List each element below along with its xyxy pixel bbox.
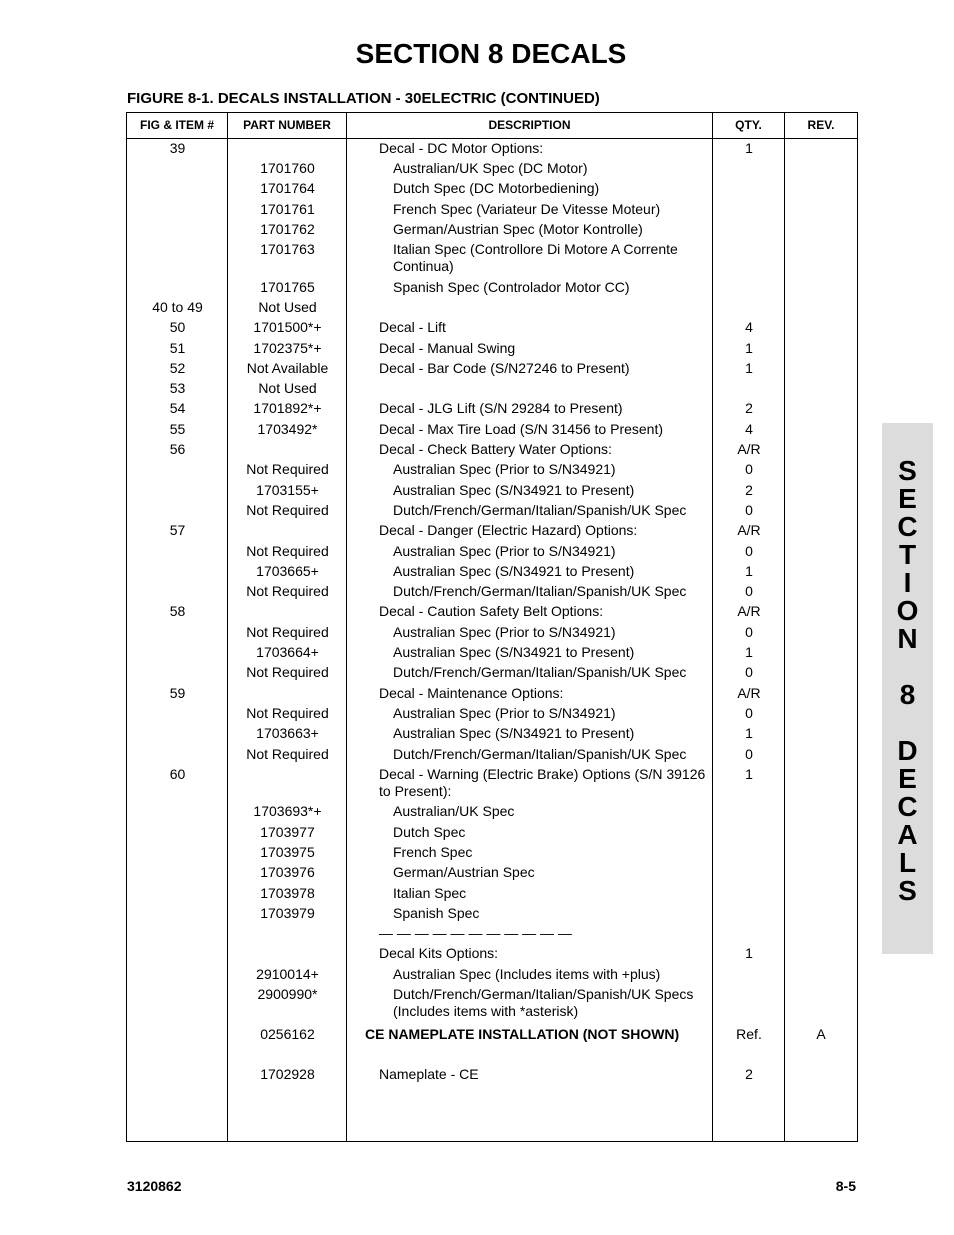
description-cell: Australian Spec (Prior to S/N34921) <box>393 461 616 478</box>
table-row <box>127 160 857 180</box>
description-cell: Australian Spec (Prior to S/N34921) <box>393 704 616 721</box>
side-tab-letter: L <box>898 847 917 878</box>
qty-cell: 1 <box>745 644 753 661</box>
description-cell: Decal - Danger (Electric Hazard) Options: <box>379 522 638 539</box>
description-cell: Decal - Check Battery Water Options: <box>379 441 612 458</box>
part-number-cell: Not Required <box>246 623 329 640</box>
fig-item-cell: 60 <box>169 765 186 782</box>
side-tab-letter: E <box>898 763 917 794</box>
qty-cell: 2 <box>745 1066 753 1083</box>
part-number-cell: 0256162 <box>260 1025 315 1042</box>
table-row <box>127 766 857 804</box>
fig-item-cell: 53 <box>169 380 186 397</box>
part-number-cell: 1703977 <box>260 823 315 840</box>
qty-cell: 4 <box>745 420 753 437</box>
table-row <box>127 583 857 603</box>
qty-cell: 0 <box>745 704 753 721</box>
part-number-cell: 2900990* <box>257 985 318 1002</box>
side-tab-letter: 8 <box>899 679 916 710</box>
table-row <box>127 502 857 522</box>
table-row <box>127 340 857 360</box>
table-row <box>127 844 857 864</box>
table-row <box>127 966 857 986</box>
rev-cell: A <box>816 1025 826 1042</box>
table-row <box>127 705 857 725</box>
fig-item-cell: 59 <box>169 684 186 701</box>
fig-item-cell: 50 <box>169 319 186 336</box>
table-row <box>127 603 857 623</box>
part-number-cell: 1701760 <box>260 160 315 176</box>
description-cell: Australian Spec (S/N34921 to Present) <box>393 481 635 498</box>
description-cell: Australian Spec (Includes items with +plus) <box>393 965 661 982</box>
table-row <box>127 864 857 884</box>
qty-cell: 2 <box>745 481 753 498</box>
part-number-cell: 1703665+ <box>256 562 319 579</box>
fig-item-cell: 51 <box>169 339 186 356</box>
description-cell: Australian Spec (S/N34921 to Present) <box>393 725 635 742</box>
table-row <box>127 380 857 400</box>
qty-cell: 0 <box>745 501 753 518</box>
table-row <box>127 563 857 583</box>
description-cell: Decal - JLG Lift (S/N 29284 to Present) <box>379 400 623 417</box>
description-cell: Australian Spec (Prior to S/N34921) <box>393 542 616 559</box>
description-cell: French Spec <box>393 843 473 860</box>
part-number-cell: 1702375*+ <box>253 339 322 356</box>
part-number-cell: 2910014+ <box>256 965 319 982</box>
description-cell: French Spec (Variateur De Vitesse Moteur) <box>393 200 661 217</box>
page-number: 8-5 <box>835 1178 856 1194</box>
table-row <box>127 482 857 502</box>
qty-cell: 0 <box>745 461 753 478</box>
part-number-cell: Not Used <box>258 380 317 397</box>
qty-cell: 0 <box>745 583 753 600</box>
side-tab-letter: S <box>898 455 917 486</box>
section-title: SECTION 8 DECALS <box>355 38 627 69</box>
side-tab-letter: A <box>897 819 918 850</box>
fig-item-cell: 55 <box>169 420 186 437</box>
qty-cell: A/R <box>737 603 761 620</box>
part-number-cell: Not Required <box>246 583 329 600</box>
part-number-cell: 1703693*+ <box>253 803 322 820</box>
table-row <box>127 925 857 945</box>
part-number-cell: 1703155+ <box>256 481 319 498</box>
qty-cell: 2 <box>745 400 753 417</box>
description-cell: Decal - Manual Swing <box>379 339 516 356</box>
description-cell: Spanish Spec <box>393 904 480 921</box>
side-tab-letter: E <box>898 483 917 514</box>
table-row <box>127 543 857 563</box>
part-number-cell: Not Required <box>246 542 329 559</box>
side-tab-letter <box>882 653 933 681</box>
side-tab-letter <box>882 709 933 737</box>
header-rev: REV. <box>807 118 835 132</box>
description-cell: Italian Spec <box>393 884 467 901</box>
description-cell: Spanish Spec (Controlador Motor CC) <box>393 278 630 295</box>
table-row <box>127 746 857 766</box>
fig-item-cell: 40 to 49 <box>152 298 203 315</box>
part-number-cell: Not Required <box>246 704 329 721</box>
part-number-cell: 1703976 <box>260 864 315 881</box>
table-row <box>127 360 857 380</box>
fig-item-cell: 57 <box>169 522 186 539</box>
part-number-cell: 1701763 <box>260 241 315 258</box>
table-row <box>127 279 857 299</box>
table-row <box>127 180 857 200</box>
description-cell: Decal - Maintenance Options: <box>379 684 564 701</box>
figure-title: FIGURE 8-1. DECALS INSTALLATION - 30ELECTRIC (CONTINUED) <box>127 90 600 107</box>
qty-cell: A/R <box>737 441 761 458</box>
side-tab-letter: N <box>897 623 918 654</box>
qty-cell: 0 <box>745 542 753 559</box>
description-cell: Australian/UK Spec (DC Motor) <box>393 160 588 176</box>
fig-item-cell: 54 <box>169 400 186 417</box>
side-tab-letter: C <box>897 791 918 822</box>
side-tab-letters <box>882 457 933 905</box>
description-cell: Decal - Warning (Electric Brake) Options (S/N 39126 to Present): <box>379 765 706 799</box>
part-number-cell: 1703978 <box>260 884 315 901</box>
part-number-cell: 1703663+ <box>256 725 319 742</box>
table-row <box>127 221 857 241</box>
table-row <box>127 905 857 925</box>
qty-cell: 1 <box>745 140 753 156</box>
table-row <box>127 201 857 221</box>
side-tab-letter: O <box>896 595 919 626</box>
description-cell: Decal - DC Motor Options: <box>379 140 544 156</box>
side-tab-letter: T <box>898 539 917 570</box>
description-cell: Italian Spec (Controllore Di Motore A Corrente Continua) <box>393 241 678 275</box>
table-row <box>127 725 857 745</box>
qty-cell: Ref. <box>736 1025 762 1042</box>
part-number-cell: 1703664+ <box>256 644 319 661</box>
description-cell: Dutch/French/German/Italian/Spanish/UK Spec <box>393 501 687 518</box>
description-cell: Decal - Caution Safety Belt Options: <box>379 603 604 620</box>
description-cell: Australian/UK Spec <box>393 803 515 820</box>
part-number-cell: 1701764 <box>260 180 315 197</box>
table-row <box>127 441 857 461</box>
description-cell: Decal - Max Tire Load (S/N 31456 to Present) <box>379 420 664 437</box>
description-cell: Australian Spec (S/N34921 to Present) <box>393 562 635 579</box>
header-description: DESCRIPTION <box>488 118 571 132</box>
part-number-cell: Not Available <box>246 359 329 376</box>
part-number-cell: 1701892*+ <box>253 400 322 417</box>
description-cell: Decal - Lift <box>379 319 446 336</box>
description-cell: Dutch Spec <box>393 823 466 840</box>
side-tab-letter: S <box>898 875 917 906</box>
header-part-number: PART NUMBER <box>243 118 331 132</box>
part-number-cell: 1701500*+ <box>253 319 322 336</box>
qty-cell: A/R <box>737 684 761 701</box>
description-cell: Dutch/French/German/Italian/Spanish/UK Spec <box>393 745 687 762</box>
description-cell: CE NAMEPLATE INSTALLATION (NOT SHOWN) <box>365 1025 680 1042</box>
qty-cell: 0 <box>745 623 753 640</box>
description-cell: Dutch/French/German/Italian/Spanish/UK Spec <box>393 583 687 600</box>
part-number-cell: 1701765 <box>260 278 315 295</box>
qty-cell: 0 <box>745 664 753 681</box>
table-row <box>127 299 857 319</box>
description-cell: Australian Spec (Prior to S/N34921) <box>393 623 616 640</box>
part-number-cell: 1702928 <box>260 1066 315 1083</box>
fig-item-cell: 39 <box>169 140 186 156</box>
part-number-cell: Not Required <box>246 461 329 478</box>
table-row <box>127 1026 857 1067</box>
table-row <box>127 644 857 664</box>
qty-cell: 1 <box>745 765 753 782</box>
side-tab-letter: I <box>903 567 912 598</box>
description-cell: Dutch Spec (DC Motorbediening) <box>393 180 600 197</box>
qty-cell: 1 <box>745 562 753 579</box>
part-number-cell: Not Used <box>258 298 317 315</box>
qty-cell: 1 <box>745 945 753 962</box>
table-row <box>127 522 857 542</box>
side-tab-letter: D <box>897 735 918 766</box>
table-row <box>127 1066 857 1106</box>
table-row <box>127 685 857 705</box>
fig-item-cell: 56 <box>169 441 186 458</box>
part-number-cell: 1703492* <box>257 420 318 437</box>
description-cell: — — — — — — — — — — — <box>379 925 572 942</box>
table-row <box>127 461 857 481</box>
table-row <box>127 241 857 279</box>
parts-table <box>126 112 858 1142</box>
part-number-cell: 1701761 <box>260 200 315 217</box>
part-number-cell: Not Required <box>246 501 329 518</box>
description-cell: Dutch/French/German/Italian/Spanish/UK Specs (Includes items with *asterisk) <box>393 985 694 1019</box>
fig-item-cell: 52 <box>169 359 186 376</box>
qty-cell: 4 <box>745 319 753 336</box>
table-row <box>127 319 857 339</box>
table-row <box>127 986 857 1026</box>
qty-cell: 1 <box>745 359 753 376</box>
description-cell: German/Austrian Spec (Motor Kontrolle) <box>393 220 643 237</box>
table-row <box>127 885 857 905</box>
header-fig-item: FIG & ITEM # <box>139 118 214 132</box>
qty-cell: 1 <box>745 339 753 356</box>
part-number-cell: Not Required <box>246 745 329 762</box>
header-qty: QTY. <box>735 118 762 132</box>
table-row <box>127 945 857 965</box>
description-cell: Australian Spec (S/N34921 to Present) <box>393 644 635 661</box>
document-number: 3120862 <box>127 1178 182 1194</box>
table-row <box>127 824 857 844</box>
table-row <box>127 664 857 684</box>
part-number-cell: Not Required <box>246 664 329 681</box>
fig-item-cell: 58 <box>169 603 186 620</box>
section-side-tab <box>882 423 933 954</box>
description-cell: Decal - Bar Code (S/N27246 to Present) <box>379 359 630 376</box>
table-row <box>127 400 857 420</box>
description-cell: German/Austrian Spec <box>393 864 535 881</box>
part-number-cell: 1703979 <box>260 904 315 921</box>
side-tab-letter: C <box>897 511 918 542</box>
part-number-cell: 1703975 <box>260 843 315 860</box>
description-cell: Decal Kits Options: <box>379 945 499 962</box>
table-row <box>127 421 857 441</box>
description-cell: Nameplate - CE <box>379 1066 479 1083</box>
table-row <box>127 803 857 823</box>
qty-cell: A/R <box>737 522 761 539</box>
qty-cell: 0 <box>745 745 753 762</box>
table-row <box>127 140 857 160</box>
table-body <box>127 139 857 1106</box>
description-cell: Dutch/French/German/Italian/Spanish/UK Spec <box>393 664 687 681</box>
table-row <box>127 624 857 644</box>
part-number-cell: 1701762 <box>260 220 315 237</box>
qty-cell: 1 <box>745 725 753 742</box>
